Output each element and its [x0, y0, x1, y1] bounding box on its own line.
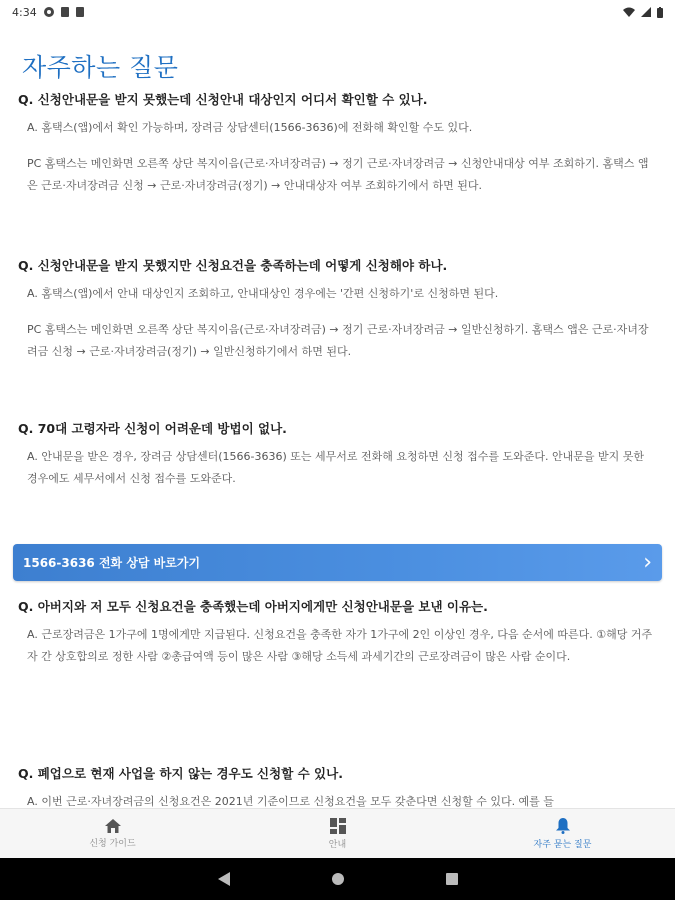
- faq-question: Q. 신청안내문을 받지 못했지만 신청요건을 충족하는데 어떻게 신청해야 하나.: [18, 258, 448, 273]
- faq-answer-paragraph: A. 이번 근로·자녀장려금의 신청요건은 2021년 기준이므로 신청요건을 모두 갖춘다면 신청할 수 있다. 예를 들: [27, 795, 554, 808]
- nav-item-info[interactable]: [225, 809, 450, 858]
- faq-answer-paragraph: PC 홈택스는 메인화면 오른쪽 상단 복지이음(근로·자녀장려금) → 정기 근로·자녀장려금 → 일반신청하기. 홈택스 앱은 근로·자녀장려금 신청 → 근로·자녀장려금(정기) → 일반신청하기에서 하면 된다.: [27, 323, 649, 358]
- faq-answer-paragraph: A. 근로장려금은 1가구에 1명에게만 지급된다. 신청요건을 충족한 자가 1가구에 2인 이상인 경우, 다음 순서에 따른다. ①해당 거주자 간 상호합의로 정한 사람 ②총급여액 등이 많은 사람 ③해당 소득세 과세기간의 근로장려금이 많은 사람 순이다.: [27, 628, 653, 663]
- faq-question: Q. 신청안내문을 받지 못했는데 신청안내 대상인지 어디서 확인할 수 있나.: [18, 92, 428, 107]
- nav-item-label: 신청 가이드: [89, 838, 136, 849]
- notification-status-icon: [61, 7, 69, 17]
- faq-answer-paragraph: A. 홈택스(앱)에서 안내 대상인지 조회하고, 안내대상인 경우에는 '간편 신청하기'로 신청하면 된다.: [27, 287, 499, 300]
- faq-question: Q. 아버지와 저 모두 신청요건을 충족했는데 아버지에게만 신청안내문을 보낸 이유는.: [18, 599, 488, 614]
- status-bar: [0, 0, 675, 24]
- chevron-right-icon: ›: [643, 549, 652, 575]
- faq-item: [18, 597, 658, 668]
- back-button[interactable]: [212, 867, 236, 891]
- faq-answer: [18, 283, 658, 363]
- faq-question: Q. 70대 고령자라 신청이 어려운데 방법이 없나.: [18, 421, 287, 436]
- back-triangle-icon: [218, 872, 230, 886]
- home-circle-icon: [331, 872, 345, 886]
- recents-button[interactable]: [440, 867, 464, 891]
- faq-answer-paragraph: A. 안내문을 받은 경우, 장려금 상담센터(1566-3636) 또는 세무서로 전화해 요청하면 신청 접수를 도와준다. 안내문을 받지 못한 경우에도 세무서에서 신청 접수를 도와준다.: [27, 450, 644, 485]
- wifi-icon: [623, 7, 635, 17]
- signal-icon: [641, 7, 651, 17]
- nav-item-label: 안내: [328, 839, 347, 850]
- faq-item: [18, 419, 658, 490]
- recents-square-icon: [446, 873, 458, 885]
- nav-item-guide[interactable]: [0, 809, 225, 858]
- home-button[interactable]: [326, 867, 350, 891]
- faq-answer: [18, 791, 658, 808]
- faq-answer-paragraph: PC 홈택스는 메인화면 오른쪽 상단 복지이음(근로·자녀장려금) → 정기 근로·자녀장려금 → 신청안내대상 여부 조회하기. 홈택스 앱은 근로·자녀장려금 신청 → 근로·자녀장려금(정기) → 안내대상자 여부 조회하기에서 하면 된다.: [27, 157, 649, 192]
- nav-item-label: 자주 묻는 질문: [533, 839, 592, 850]
- faq-question: Q. 폐업으로 현재 사업을 하지 않는 경우도 신청할 수 있나.: [18, 766, 343, 781]
- faq-answer: [18, 624, 658, 668]
- faq-item: [18, 764, 658, 808]
- call-banner-label: 1566-3636 전화 상담 바로가기: [23, 556, 201, 570]
- grid-icon: [330, 818, 346, 834]
- settings-status-icon: [44, 7, 54, 17]
- system-navigation-bar: [0, 858, 675, 900]
- faq-item: [18, 90, 658, 197]
- faq-content[interactable]: [0, 24, 675, 808]
- status-time: 4:34: [12, 5, 37, 19]
- bottom-navigation: [0, 808, 675, 858]
- faq-answer-paragraph: A. 홈택스(앱)에서 확인 가능하며, 장려금 상담센터(1566-3636)에 전화해 확인할 수도 있다.: [27, 121, 473, 134]
- faq-answer: [18, 446, 658, 490]
- page-title: 자주하는 질문: [22, 53, 179, 82]
- bell-icon: [556, 818, 570, 834]
- storage-status-icon: [76, 7, 84, 17]
- call-consultation-button[interactable]: [13, 544, 662, 581]
- nav-item-faq[interactable]: [450, 809, 675, 858]
- home-icon: [105, 819, 121, 833]
- battery-icon: [657, 7, 663, 18]
- faq-answer: [18, 117, 658, 197]
- faq-item: [18, 256, 658, 363]
